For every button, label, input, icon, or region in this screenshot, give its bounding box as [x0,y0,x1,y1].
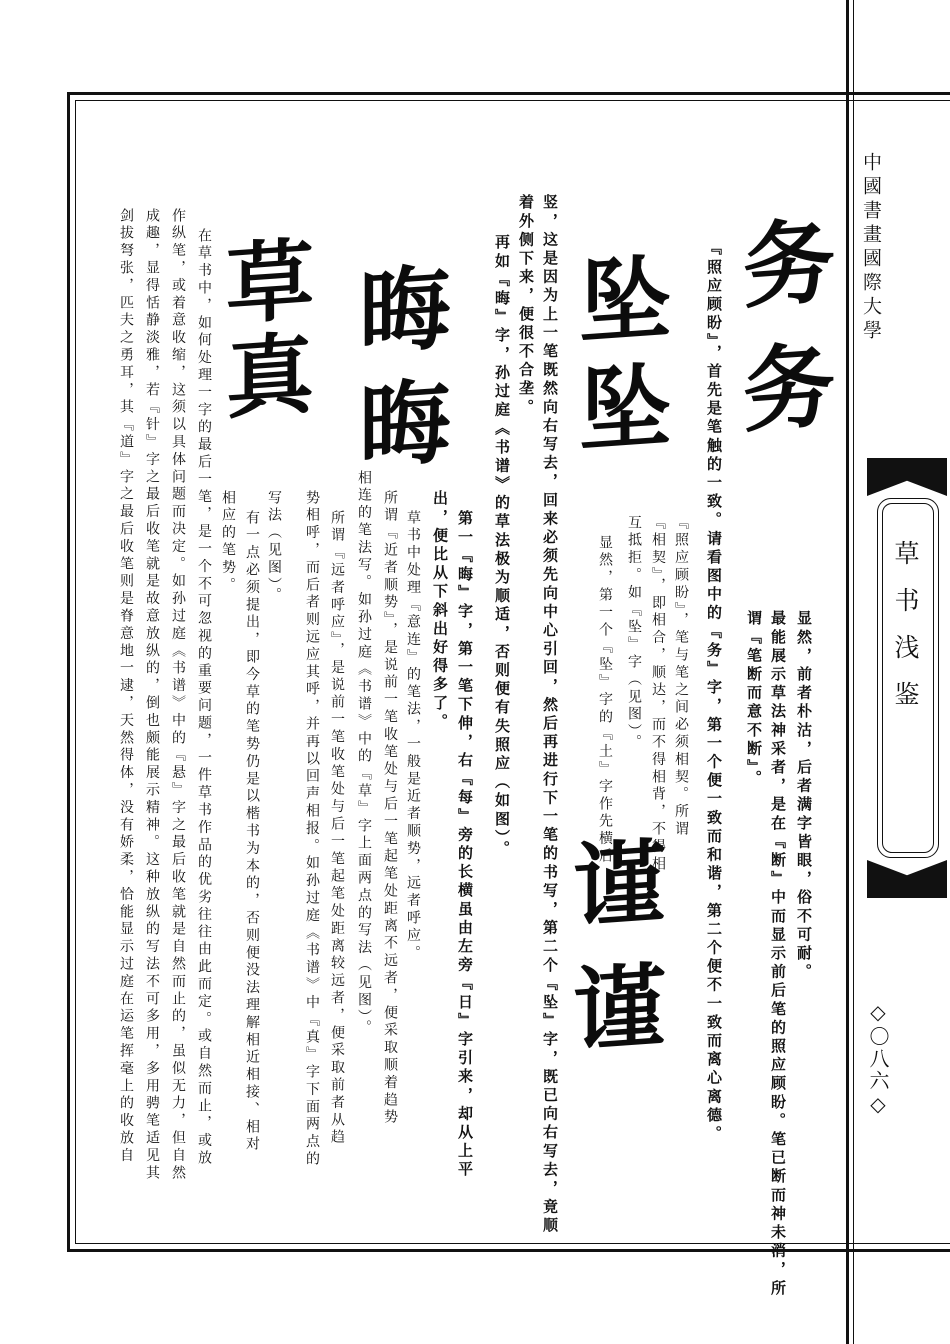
text-column: 剑拔弩张，匹夫之勇耳，其『道』字之最后收笔则是脊意地一逮，天然得体，没有娇柔，恰能显示过庭在运笔挥毫上的收放自 [118,208,134,1165]
text-column: 显然，第一个『坠』字的『土』字作先横后 [597,535,613,866]
calligraphy-wu-1: 务 [728,212,836,318]
page-number: ◇〇八六◇ [866,1000,890,1118]
text-column: 谓『笔断而意不断』。 [745,610,763,789]
text-column: 显然，前者朴沽，后者满字皆眼，俗不可耐。 [795,610,813,982]
text-column: 成趣，显得恬静淡雅，若『针』字之最后收笔就是故意放纵的，倒也颇能展示精神。这种放纵的写法不可多用，多用骋笔适见其 [144,208,160,1183]
text-column: 出，便比从下斜出好得多了。 [431,490,449,732]
calligraphy-zhui-1: 坠 [564,248,672,354]
text-column: 写法（见图）。 [266,490,282,605]
text-column: 作纵笔，或着意收缩，这须以具体问题而决定。如孙过庭《书谱》中的『悬』字之最后收笔就是自然而止的，虽似无力，但自然 [170,208,186,1183]
text-column: 着外侧下来，便很不合垄。 [517,194,535,418]
text-column: 有一点必须提出，即今草的笔势仍是以楷书为本的，否则便没法理解相近相接、相对 [244,510,260,1154]
text-column: 相连的笔法写。如孙过庭《书谱》中的『草』字上面两点的写法（见图）。 [356,470,372,1038]
text-column: 相应的笔势。 [220,490,236,595]
book-title: 中國書畫國際大學 [860,152,882,344]
text-column: 竖，这是因为上一笔既然向右写去，回来必须先向中心引回，然后再进行下一笔的书写，第二个『坠』字，既已向右写去，竟顺 [541,194,559,1236]
calligraphy-wu-2: 务 [728,336,836,442]
calligraphy-jin-2: 谨 [558,956,666,1062]
calligraphy-cao-zhen: 草真 [212,232,316,428]
text-column: 最能展示草法神采者，是在『断』中而显示前后笔的照应顾盼。笔已断而神未消，所 [769,610,787,1299]
text-column: 所谓『远者呼应』，是说前一笔收笔处与后一笔起笔处距离较远者，便采取前者从趋 [329,510,345,1147]
text-column: 『相契』，即相合，顺达，而不得相背，不得相 [650,515,666,874]
chapter-box-bottom-ornament [867,860,947,898]
text-column: 第一『晦』字，第一笔下伸，右『每』旁的长横虽由左旁『日』字引来，却从上平 [456,510,474,1180]
chapter-title: 草书浅鉴 [891,540,920,728]
calligraphy-hui-2: 晦 [344,372,452,478]
text-column: 在草书中，如何处理一字的最后一笔，是一个不可忽视的重要问题，一件草书作品的优劣往往由此而定。或自然而止，或放 [196,228,212,1168]
text-column: 互抵拒。如『坠』字（见图）。 [626,515,642,752]
margin-rule [846,0,849,1344]
text-column: 草书中处理『意连』的笔法，一般是近者顺势，远者呼应。 [405,510,421,963]
text-column: 『照应顾盼』，笔与笔之间必须相契。所谓 [673,515,689,839]
text-column: 所谓『近者顺势』，是说前一笔收笔处与后一笔起笔处距离不远者，便采取顺着趋势 [382,490,398,1127]
text-column: 『照应顾盼』，首先是笔触的一致。请看图中的『务』字，第一个便一致而和谐，第二个便不一致而离心离德。 [705,240,723,1144]
text-column: 势相呼，而后者则远应其呼，并再以回声相报。如孙过庭《书谱》中『真』字下面两点的 [304,490,320,1169]
margin-rule-thin [853,0,854,1344]
text-column: 再如『晦』字，孙过庭《书谱》的草法极为顺适，否则便有失照应（如图）。 [493,234,511,859]
calligraphy-hui-1: 晦 [344,258,452,364]
chapter-box-top-ornament [867,458,947,496]
calligraphy-zhui-2: 坠 [564,356,672,462]
calligraphy-jin-1: 谨 [558,832,666,938]
